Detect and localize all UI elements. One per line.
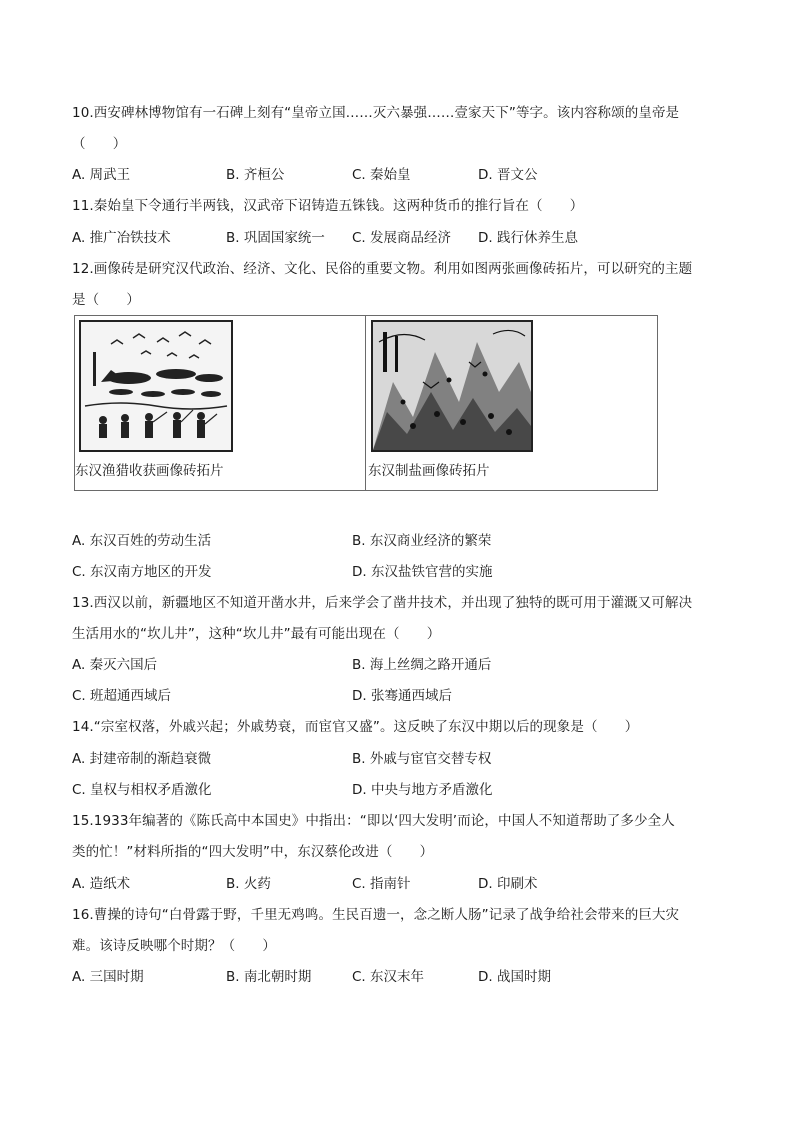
question-16-text-cont: 难。该诗反映哪个时期？（ ） bbox=[72, 938, 276, 954]
q12-option-b: B. 东汉商业经济的繁荣 bbox=[352, 533, 492, 549]
q10-option-a: A. 周武王 bbox=[72, 167, 131, 183]
question-12-text-cont: 是（ ） bbox=[72, 292, 140, 308]
q16-option-a: A. 三国时期 bbox=[72, 969, 144, 985]
q11-option-a: A. 推广冶铁技术 bbox=[72, 230, 171, 246]
q13-option-c: C. 班超通西域后 bbox=[72, 688, 172, 704]
question-16-text: 16.曹操的诗句“白骨露于野，千里无鸡鸣。生民百遗一，念之断人肠”记录了战争给社会带来的巨大灾 bbox=[72, 907, 680, 923]
q15-option-a: A. 造纸术 bbox=[72, 876, 131, 892]
question-15-text: 15.1933年编著的《陈氏高中本国史》中指出：“即以‘四大发明’而论，中国人不知道帮助了多少全人 bbox=[72, 813, 675, 829]
q14-option-c: C. 皇权与相权矛盾激化 bbox=[72, 782, 212, 798]
q14-option-a: A. 封建帝制的渐趋衰微 bbox=[72, 751, 212, 767]
question-15-text-cont: 类的忙！”材料所指的“四大发明”中，东汉蔡伦改进（ ） bbox=[72, 844, 434, 860]
q16-option-d: D. 战国时期 bbox=[478, 969, 551, 985]
figure-table bbox=[74, 315, 658, 491]
q10-option-c: C. 秦始皇 bbox=[352, 167, 411, 183]
figure-table-divider bbox=[365, 316, 366, 490]
fishing-hunting-rubbing-image bbox=[79, 320, 233, 452]
question-10-text-cont: （ ） bbox=[72, 136, 127, 152]
q11-option-b: B. 巩固国家统一 bbox=[226, 230, 325, 246]
q15-option-c: C. 指南针 bbox=[352, 876, 411, 892]
q16-option-c: C. 东汉末年 bbox=[352, 969, 425, 985]
question-10-text: 10.西安碑林博物馆有一石碑上刻有“皇帝立国……灭六暴强……壹家天下”等字。该内容称颂的皇帝是 bbox=[72, 105, 680, 121]
q15-option-d: D. 印刷术 bbox=[478, 876, 538, 892]
question-13-text-cont: 生活用水的“坎儿井”，这种“坎儿井”最有可能出现在（ ） bbox=[72, 626, 441, 642]
q12-option-d: D. 东汉盐铁官营的实施 bbox=[352, 564, 493, 580]
q10-option-d: D. 晋文公 bbox=[478, 167, 538, 183]
q13-option-d: D. 张骞通西域后 bbox=[352, 688, 452, 704]
question-11-text: 11.秦始皇下令通行半两钱，汉武帝下诏铸造五铢钱。这两种货币的推行旨在（ ） bbox=[72, 198, 584, 214]
q13-option-b: B. 海上丝绸之路开通后 bbox=[352, 657, 492, 673]
question-12-text: 12.画像砖是研究汉代政治、经济、文化、民俗的重要文物。利用如图两张画像砖拓片，可以研究的主题 bbox=[72, 261, 693, 277]
right-figure-caption: 东汉制盐画像砖拓片 bbox=[368, 463, 490, 479]
q11-option-d: D. 践行休养生息 bbox=[478, 230, 578, 246]
left-figure-caption: 东汉渔猎收获画像砖拓片 bbox=[75, 463, 224, 479]
question-14-text: 14.“宗室权落，外戚兴起；外戚势衰，而宦官又盛”。这反映了东汉中期以后的现象是（ ） bbox=[72, 719, 639, 735]
question-13-text: 13.西汉以前，新疆地区不知道开凿水井，后来学会了凿井技术，并出现了独特的既可用于灌溉又可解决 bbox=[72, 595, 693, 611]
q14-option-d: D. 中央与地方矛盾激化 bbox=[352, 782, 493, 798]
q12-option-a: A. 东汉百姓的劳动生活 bbox=[72, 533, 212, 549]
q16-option-b: B. 南北朝时期 bbox=[226, 969, 312, 985]
q14-option-b: B. 外戚与宦官交替专权 bbox=[352, 751, 492, 767]
q11-option-c: C. 发展商品经济 bbox=[352, 230, 452, 246]
q12-option-c: C. 东汉南方地区的开发 bbox=[72, 564, 212, 580]
salt-making-rubbing-image bbox=[371, 320, 533, 452]
q13-option-a: A. 秦灭六国后 bbox=[72, 657, 158, 673]
q15-option-b: B. 火药 bbox=[226, 876, 271, 892]
q10-option-b: B. 齐桓公 bbox=[226, 167, 285, 183]
